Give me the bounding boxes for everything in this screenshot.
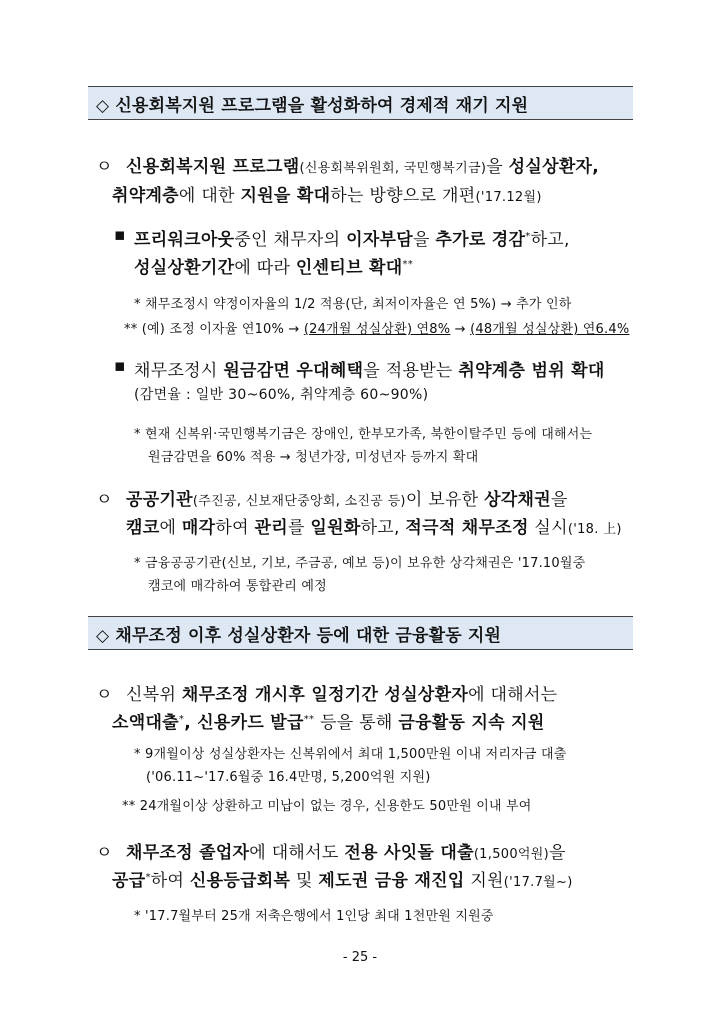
text-run: 공공기관 xyxy=(126,490,193,510)
text-run: 을 xyxy=(412,230,436,250)
text-run: 지원 xyxy=(464,871,504,891)
note-1a-1: * 채무조정시 약정이자율의 1/2 적용(단, 최저이자율은 연 5%) → 추가 인하 xyxy=(134,297,572,312)
section-title-1 xyxy=(96,91,528,116)
text-run: 프리워크아웃 xyxy=(134,230,235,250)
note-2-2: 캠코에 매각하여 통합관리 예정 xyxy=(148,579,327,594)
text-run: 관리 xyxy=(254,518,288,538)
bullet-2-line-2 xyxy=(126,513,622,538)
text-run: 제도권 금융 재진입 xyxy=(318,871,465,891)
text-run: 이 보유한 xyxy=(405,490,485,510)
text-run: ('17.7월~) xyxy=(503,875,573,890)
text-run: (신용회복위원회, 국민행복기금) xyxy=(299,161,487,176)
text-run: 을 xyxy=(551,490,568,510)
text-run: 추가로 경감 xyxy=(435,230,526,250)
diamond-icon: ◇ xyxy=(96,626,110,646)
sub-bullet-1a-marker: ▪ xyxy=(114,225,126,245)
text-run: 매각 xyxy=(181,518,216,538)
text-run: 이자부담 xyxy=(346,230,413,250)
text-run: (주진공, 신보재단중앙회, 소진공 등) xyxy=(192,494,406,509)
text-run: 실시 xyxy=(528,518,568,538)
bullet-1-line-2 xyxy=(112,181,542,206)
footnote-mark: ** xyxy=(402,259,414,270)
text-run: 채무조정 졸업자 xyxy=(126,843,250,863)
text-run: (48개월 성실상환) 연6.4% xyxy=(470,322,630,337)
text-run: 전용 사잇돌 대출 xyxy=(344,843,474,863)
text-run: 성실상환기간 xyxy=(134,258,235,278)
text-run: 공급 xyxy=(112,871,146,891)
bullet-1-marker: ㅇ xyxy=(96,157,113,177)
text-run: 인센티브 확대 xyxy=(295,258,403,278)
text-run: 하고, xyxy=(360,518,406,538)
section-title-1-text: 신용회복지원 프로그램을 활성화하여 경제적 재기 지원 xyxy=(115,96,529,116)
bullet-3-marker: ㅇ xyxy=(96,685,113,705)
section-title-2-text: 채무조정 이후 성실상환자 등에 대한 금융활동 지원 xyxy=(115,626,502,646)
page-number: - 25 - xyxy=(342,950,378,965)
text-run: 취약계층 xyxy=(112,186,179,206)
sub-bullet-1b-marker: ▪ xyxy=(114,356,126,376)
sub-bullet-1b-line-1 xyxy=(134,356,605,381)
bullet-1-line-1 xyxy=(126,152,599,177)
bullet-4-line-1 xyxy=(126,838,566,863)
bullet-2-line-1 xyxy=(126,485,568,510)
text-run: 소액대출 xyxy=(112,713,179,733)
bullet-4-marker: ㅇ xyxy=(96,843,113,863)
text-run: 을 xyxy=(549,843,566,863)
bullet-3-line-1 xyxy=(126,680,557,705)
text-run: , xyxy=(184,713,198,733)
text-run: 및 xyxy=(290,871,319,891)
text-run: 을 적용받는 xyxy=(363,361,459,381)
text-run: ('17.12월) xyxy=(475,190,542,205)
text-run: (1,500억원) xyxy=(473,847,549,862)
note-3-2: ('06.11~'17.6월중 16.4만명, 5,200억원 지원) xyxy=(146,770,431,785)
text-run: 에 따라 xyxy=(234,258,296,278)
text-run: 신복위 xyxy=(126,685,182,705)
text-run: → xyxy=(450,322,471,337)
bullet-3-line-2 xyxy=(112,708,545,733)
footnote-mark: ** xyxy=(303,714,315,725)
text-run: 중인 채무자의 xyxy=(234,230,347,250)
sub-bullet-1a-line-2 xyxy=(134,253,413,278)
note-2-1: * 금융공공기관(신보, 기보, 주금공, 예보 등)이 보유한 상각채권은 '17.10월중 xyxy=(134,556,586,571)
sub-bullet-1a-line-1 xyxy=(134,225,570,250)
text-run: 성실상환자, xyxy=(508,157,600,177)
text-run: 에 대해서도 xyxy=(249,843,345,863)
section-title-2 xyxy=(96,621,501,646)
text-run: 취약계층 범위 확대 xyxy=(458,361,605,381)
section-header-1 xyxy=(88,86,633,120)
text-run: 하여 xyxy=(150,871,190,891)
text-run: 채무조정시 xyxy=(134,361,224,381)
footnote-mark: * xyxy=(178,714,185,725)
note-1b-2: 원금감면을 60% 적용 → 청년가장, 미성년자 등까지 확대 xyxy=(148,450,479,465)
section-header-2 xyxy=(88,616,633,650)
text-run: 신용등급회복 xyxy=(189,871,291,891)
text-run: ** (예) 조정 이자율 연10% → xyxy=(124,322,304,337)
text-run: 에 xyxy=(159,518,182,538)
text-run: 하고, xyxy=(530,230,570,250)
text-run: 채무조정 개시후 일정기간 성실상환자 xyxy=(181,685,469,705)
text-run: 신용카드 발급 xyxy=(197,713,304,733)
note-3-3: ** 24개월이상 상환하고 미납이 없는 경우, 신용한도 50만원 이내 부여 xyxy=(122,799,532,814)
footnote-mark: * xyxy=(145,872,151,883)
text-run: 신용회복지원 프로그램 xyxy=(126,157,300,177)
text-run: 지원을 확대 xyxy=(240,186,331,206)
text-run: 을 xyxy=(486,157,509,177)
text-run: 에 대한 xyxy=(178,186,241,206)
text-run: 일원화 xyxy=(310,518,361,538)
note-1a-2 xyxy=(124,318,629,337)
sub-bullet-1b-line-2: (감면율 : 일반 30~60%, 취약계층 60~90%) xyxy=(134,387,429,403)
text-run: 하여 xyxy=(215,518,255,538)
note-1b-1: * 현재 신복위·국민행복기금은 장애인, 한부모가족, 북한이탈주민 등에 대해서는 xyxy=(134,427,593,442)
text-run: 에 대해서는 xyxy=(468,685,558,705)
bullet-2-marker: ㅇ xyxy=(96,490,113,510)
note-3-1: * 9개월이상 성실상환자는 신복위에서 최대 1,500만원 이내 저리자금 대출 xyxy=(134,747,567,762)
footnote-mark: * xyxy=(525,231,531,242)
text-run: (24개월 성실상환) 연8% xyxy=(303,322,451,337)
text-run: 등을 통해 xyxy=(314,713,399,733)
text-run: 적극적 채무조정 xyxy=(405,518,529,538)
text-run: 를 xyxy=(287,518,311,538)
diamond-icon: ◇ xyxy=(96,96,110,116)
text-run: 상각채권 xyxy=(484,490,551,510)
note-4-1: * '17.7월부터 25개 저축은행에서 1인당 최대 1천만원 지원중 xyxy=(134,909,494,924)
text-run: ('18. 上) xyxy=(567,522,622,537)
bullet-4-line-2 xyxy=(112,866,573,891)
text-run: 캠코 xyxy=(126,518,160,538)
text-run: 하는 방향으로 개편 xyxy=(330,186,476,206)
text-run: 금융활동 지속 지원 xyxy=(398,713,545,733)
text-run: 원금감면 우대혜택 xyxy=(223,361,364,381)
